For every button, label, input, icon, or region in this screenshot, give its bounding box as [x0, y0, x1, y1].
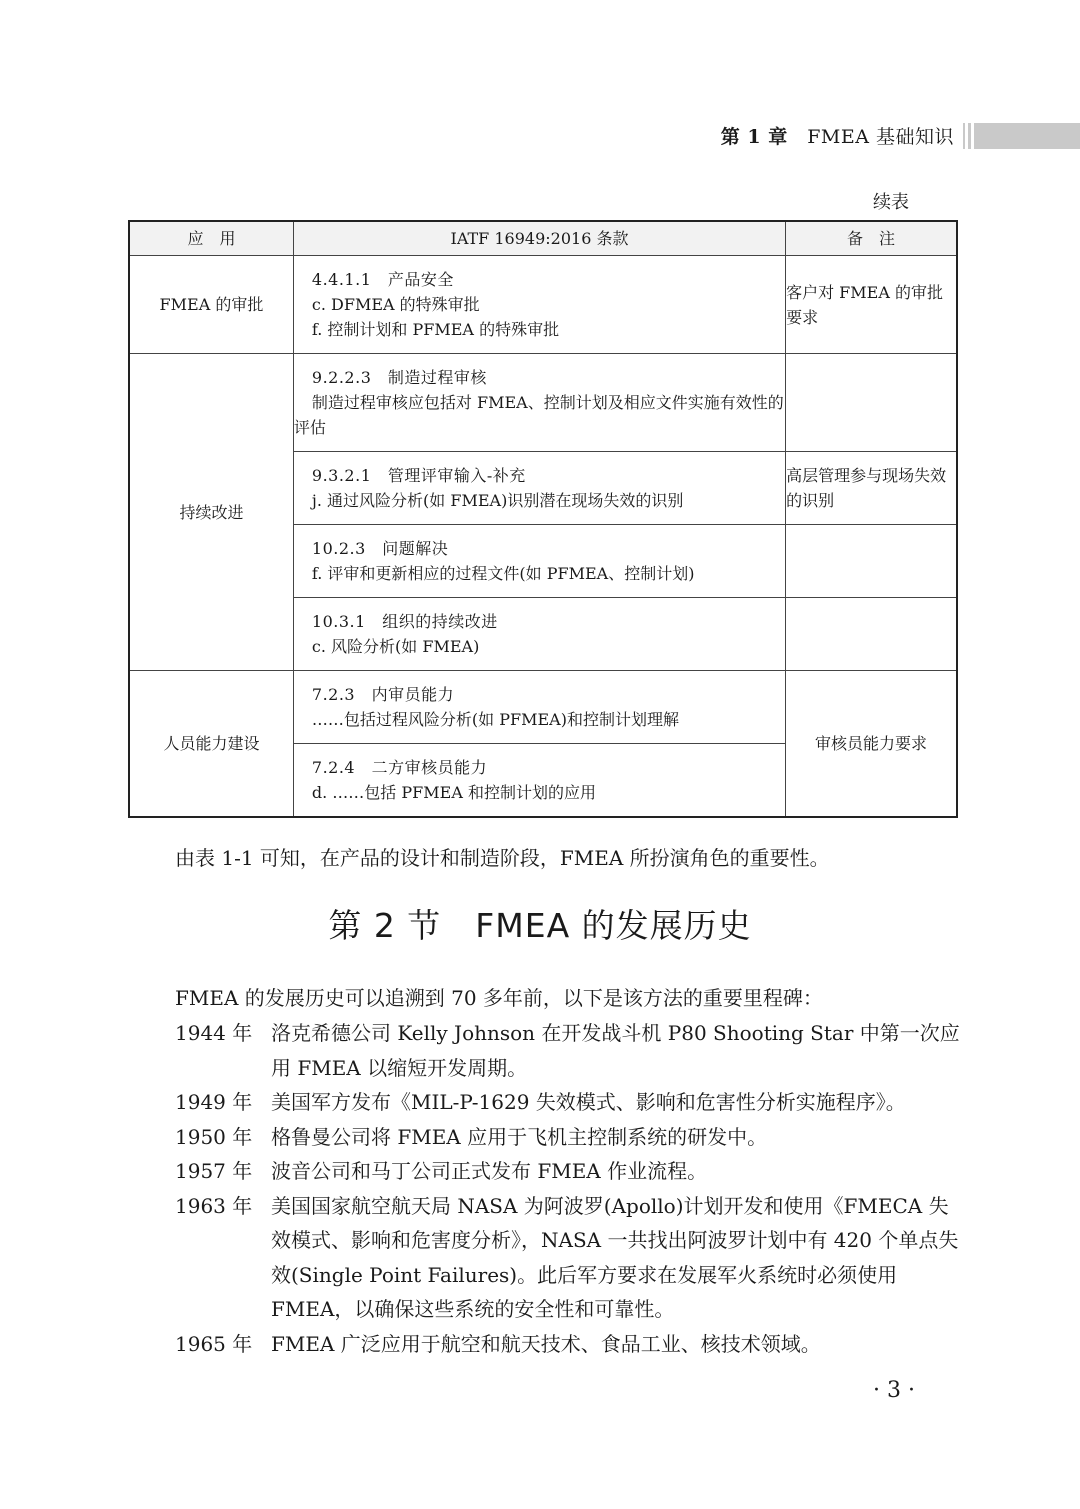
- application-cell: 人员能力建设: [129, 671, 293, 817]
- column-header-clause: IATF 16949:2016 条款: [293, 221, 785, 256]
- clause-line: c. 风险分析(如 FMEA): [311, 637, 480, 656]
- table-continued-label: 续表: [873, 192, 909, 213]
- section-intro: FMEA 的发展历史可以追溯到 70 多年前，以下是该方法的重要里程碑：: [175, 986, 823, 1010]
- milestone-year: 1963 年: [175, 1193, 253, 1218]
- clause-cell: [293, 525, 785, 598]
- iatf-fmea-table: [128, 220, 958, 818]
- clause-line: d. ……包括 PFMEA 和控制计划的应用: [311, 782, 596, 802]
- milestone-item: [175, 1327, 960, 1362]
- running-header-text: [721, 122, 954, 149]
- clause-heading: 10.2.3 问题解决: [311, 539, 449, 558]
- milestone-text: 波音公司和马丁公司正式发布 FMEA 作业流程。: [271, 1159, 708, 1183]
- page-number: · 3 ·: [873, 1378, 915, 1403]
- note-cell: 客户对 FMEA 的审批要求: [786, 256, 957, 354]
- table-summary-paragraph: 由表 1-1 可知，在产品的设计和制造阶段，FMEA 所扮演角色的重要性。: [175, 846, 830, 870]
- note-cell: 高层管理参与现场失效的识别: [786, 452, 957, 525]
- clause-line: f. 评审和更新相应的过程文件(如 PFMEA、控制计划): [311, 564, 695, 583]
- milestone-text: 美国国家航空航天局 NASA 为阿波罗(Apollo)计划开发和使用《FMECA 失效模式、影响和危害度分析》，NASA 一共找出阿波罗计划中有 420 个单点失效(Single Point Failures)。此后军方要求在发展军火系统时必须使用 FMEA，以确保这些系统的安全性和可靠性。: [271, 1193, 959, 1321]
- note-cell: 审核员能力要求: [786, 671, 957, 817]
- clause-line: ……包括过程风险分析(如 PFMEA)和控制计划理解: [311, 710, 679, 729]
- header-bar: [963, 123, 965, 149]
- milestone-year: 1957 年: [175, 1159, 253, 1183]
- chapter-number: 第 1 章: [720, 126, 788, 148]
- table-row: [129, 671, 957, 744]
- table-header-row: [129, 221, 957, 256]
- section-title: 第 2 节 FMEA 的发展历史: [328, 906, 752, 945]
- milestone-year: 1965 年: [175, 1331, 253, 1356]
- note-cell: [786, 354, 957, 452]
- header-decoration-bars: [963, 123, 1080, 149]
- header-bar: [968, 123, 971, 149]
- application-cell: FMEA 的审批: [129, 256, 293, 354]
- column-header-application: 应 用: [129, 221, 293, 256]
- clause-cell: [293, 671, 785, 744]
- column-header-note: 备 注: [786, 221, 957, 256]
- clause-heading: 4.4.1.1 产品安全: [311, 270, 454, 289]
- milestone-text: 格鲁曼公司将 FMEA 应用于飞机主控制系统的研发中。: [271, 1124, 768, 1149]
- clause-heading: 7.2.4 二方审核员能力: [311, 757, 488, 777]
- milestone-item: [175, 1189, 960, 1327]
- milestone-item: [175, 1085, 960, 1120]
- clause-line: 制造过程审核应包括对 FMEA、控制计划及相应文件实施有效性的评估: [293, 393, 784, 437]
- milestone-year: 1944 年: [175, 1021, 253, 1045]
- clause-cell: [293, 598, 785, 671]
- running-header: [0, 120, 1080, 152]
- clause-heading: 9.2.2.3 制造过程审核: [311, 368, 487, 387]
- milestone-year: 1949 年: [175, 1090, 253, 1114]
- note-cell: [786, 525, 957, 598]
- milestone-text: 美国军方发布《MIL-P-1629 失效模式、影响和危害性分析实施程序》。: [271, 1090, 906, 1114]
- chapter-title: FMEA 基础知识: [807, 126, 954, 148]
- milestone-list: [175, 1016, 960, 1361]
- note-cell: [786, 598, 957, 671]
- clause-cell: [293, 452, 785, 525]
- table-row: [129, 256, 957, 354]
- milestone-item: [175, 1120, 960, 1155]
- clause-heading: 10.3.1 组织的持续改进: [311, 612, 498, 631]
- clause-cell: [293, 744, 785, 817]
- clause-heading: 7.2.3 内审员能力: [311, 685, 455, 704]
- milestone-text: FMEA 广泛应用于航空和航天技术、食品工业、核技术领域。: [271, 1331, 821, 1356]
- table-row: [129, 354, 957, 452]
- milestone-item: [175, 1154, 960, 1189]
- clause-line: c. DFMEA 的特殊审批: [311, 295, 480, 314]
- milestone-year: 1950 年: [175, 1124, 253, 1149]
- clause-line: j. 通过风险分析(如 FMEA)识别潜在现场失效的识别: [311, 491, 684, 510]
- clause-cell: [293, 354, 785, 452]
- clause-heading: 9.3.2.1 管理评审输入-补充: [311, 466, 526, 485]
- clause-cell: [293, 256, 785, 354]
- milestone-item: [175, 1016, 960, 1085]
- header-bar: [974, 123, 1080, 149]
- application-cell: 持续改进: [129, 354, 293, 671]
- milestone-text: 洛克希德公司 Kelly Johnson 在开发战斗机 P80 Shooting Star 中第一次应用 FMEA 以缩短开发周期。: [271, 1021, 960, 1080]
- clause-line: f. 控制计划和 PFMEA 的特殊审批: [311, 320, 560, 339]
